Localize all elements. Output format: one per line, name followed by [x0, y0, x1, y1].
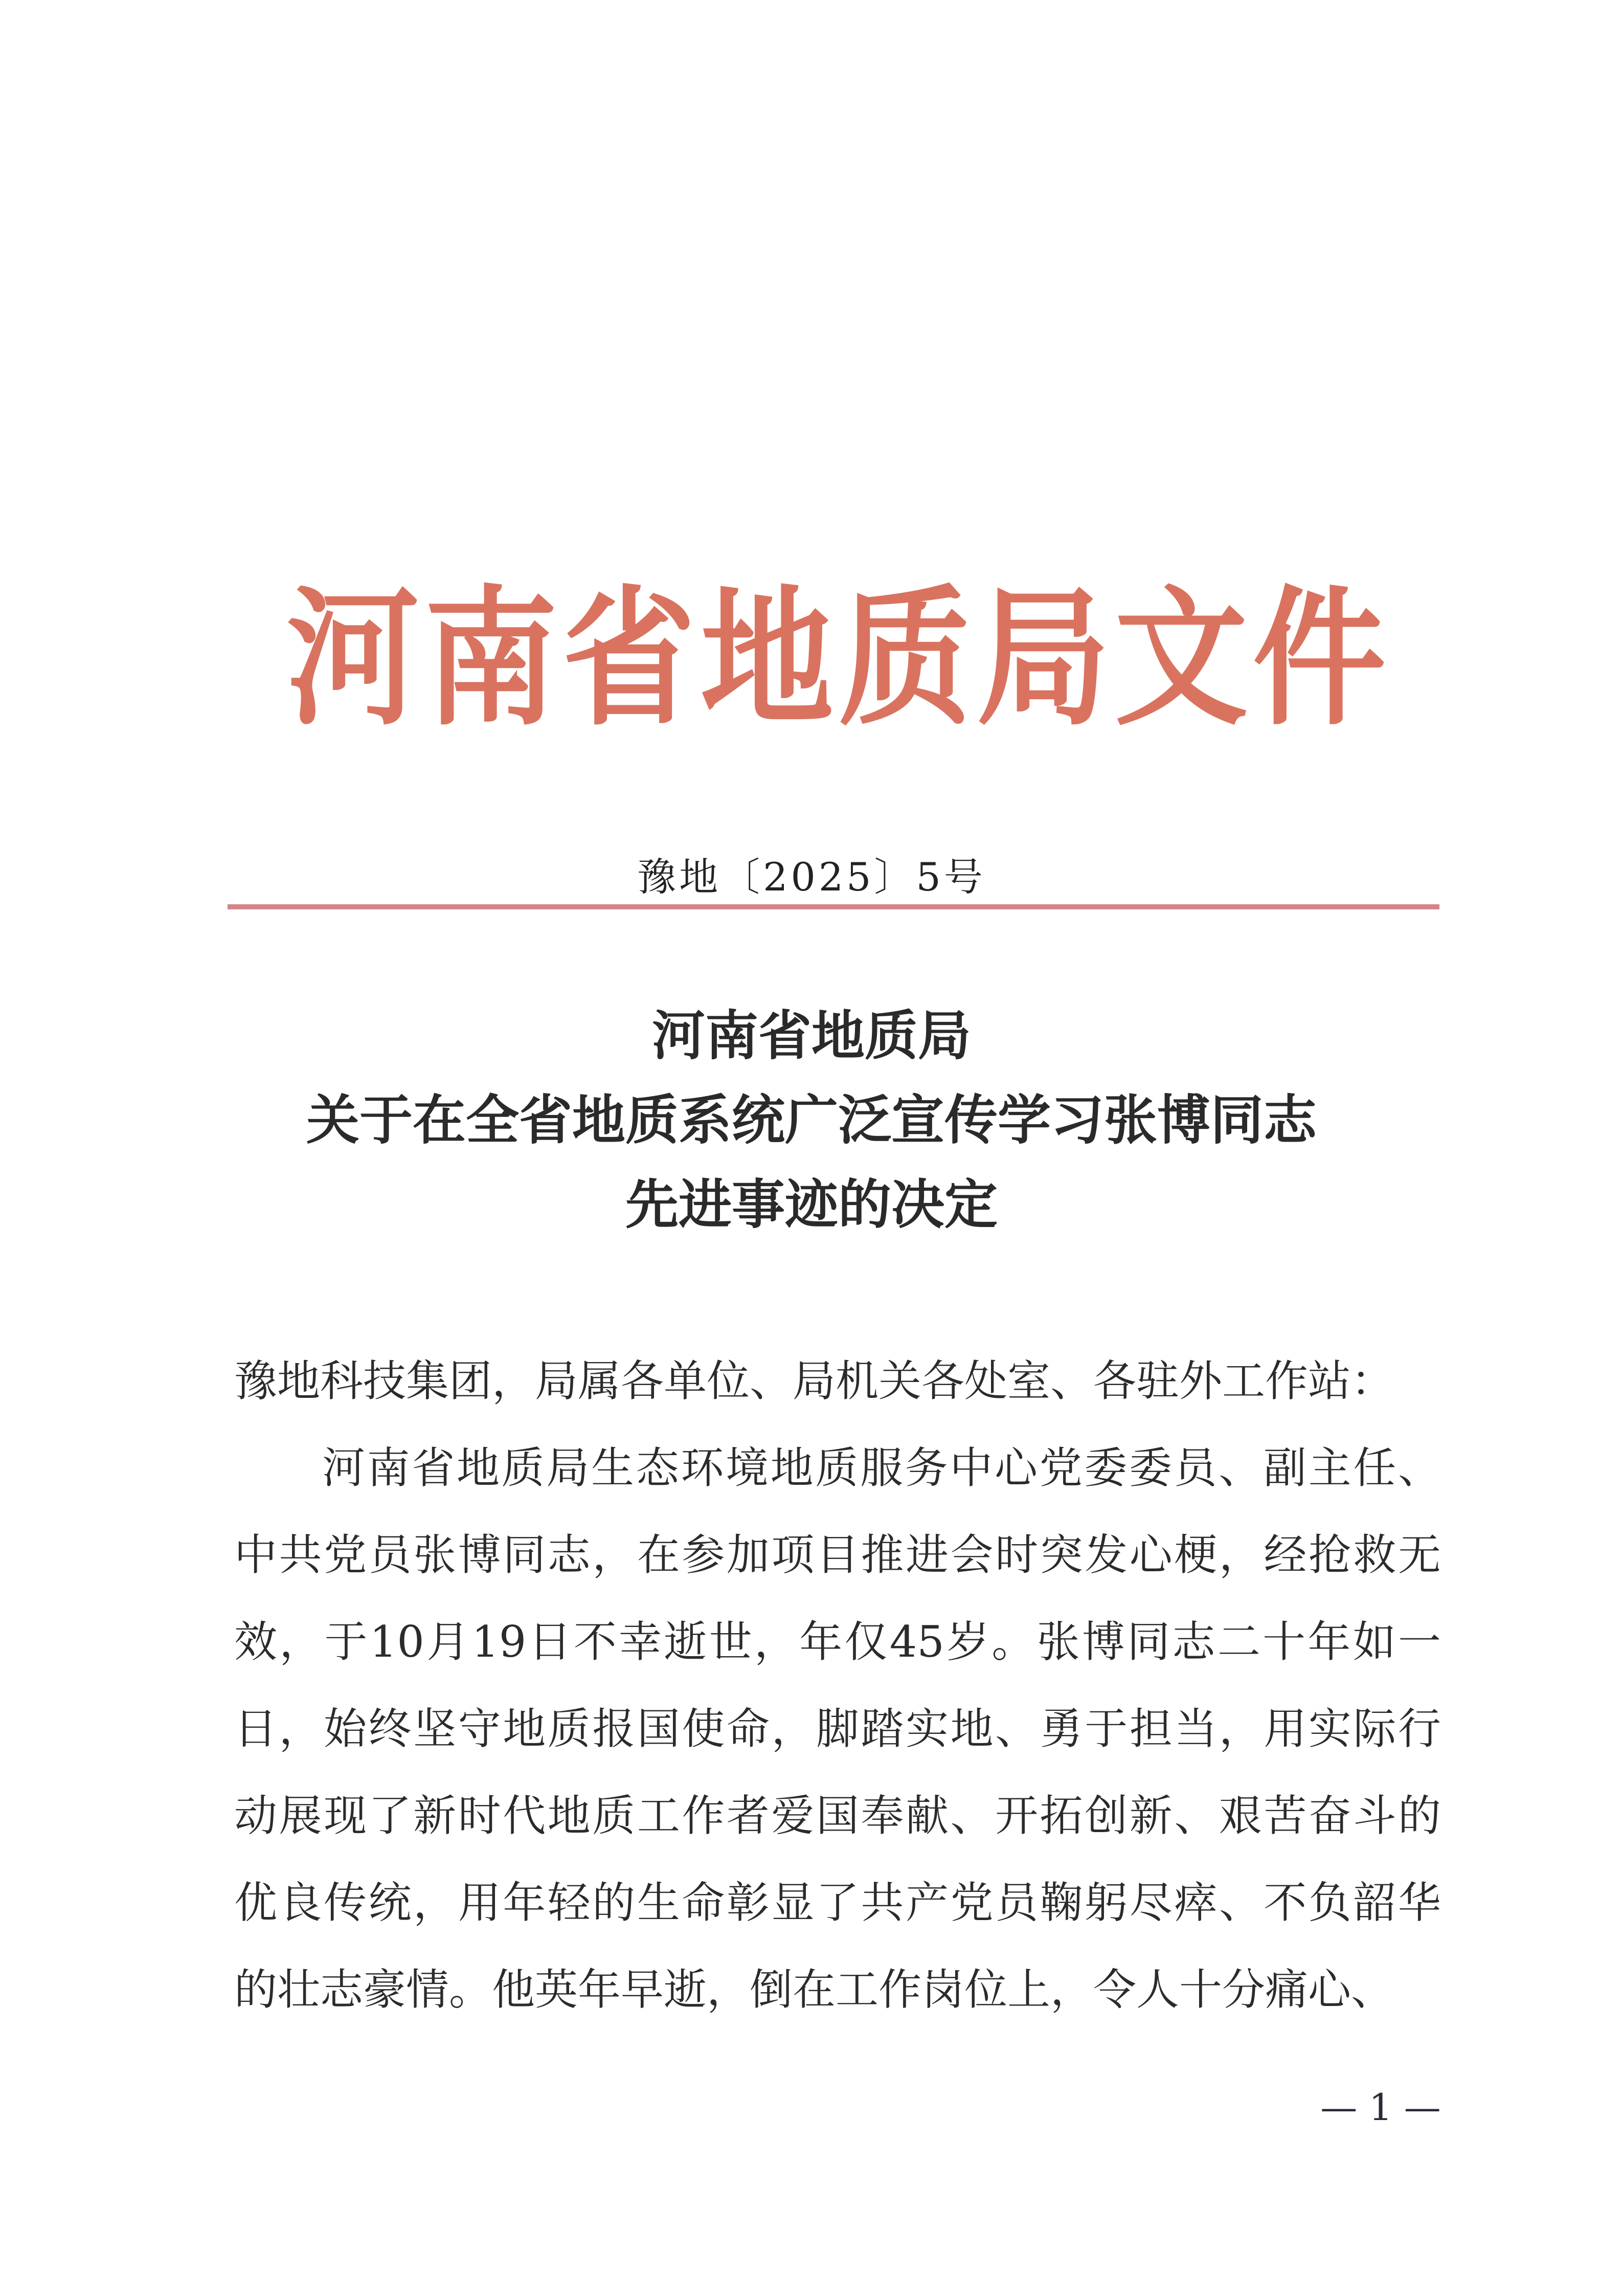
document-title-line-3: 先进事迹的决定 [625, 1173, 998, 1236]
body-line-5: 动展现了新时代地质工作者爱国奉献、开拓创新、艰苦奋斗的 [234, 1791, 1441, 1841]
red-header-title: 河南省地质局文件 [286, 571, 1386, 746]
body-line-1: 河南省地质局生态环境地质服务中心党委委员、副主任、 [322, 1443, 1441, 1493]
body-line-2: 中共党员张博同志，在参加项目推进会时突发心梗，经抢救无 [234, 1530, 1441, 1580]
body-line-4: 日，始终坚守地质报国使命，脚踏实地、勇于担当，用实际行 [234, 1704, 1441, 1754]
document-number: 豫地〔2025〕5号 [637, 854, 986, 900]
body-line-3: 效，于10月19日不幸逝世，年仅45岁。张博同志二十年如一 [234, 1617, 1441, 1667]
page-number: — 1 — [1320, 2086, 1441, 2129]
document-title-line-2: 关于在全省地质系统广泛宣传学习张博同志 [306, 1089, 1317, 1151]
red-divider-rule [228, 904, 1439, 909]
document-title-line-1: 河南省地质局 [651, 1005, 971, 1067]
salutation: 豫地科技集团，局属各单位、局机关各处室、各驻外工作站： [234, 1356, 1394, 1406]
body-line-6: 优良传统，用年轻的生命彰显了共产党员鞠躬尽瘁、不负韶华 [234, 1878, 1441, 1928]
body-line-7: 的壮志豪情。他英年早逝，倒在工作岗位上，令人十分痛心、 [234, 1965, 1394, 2015]
